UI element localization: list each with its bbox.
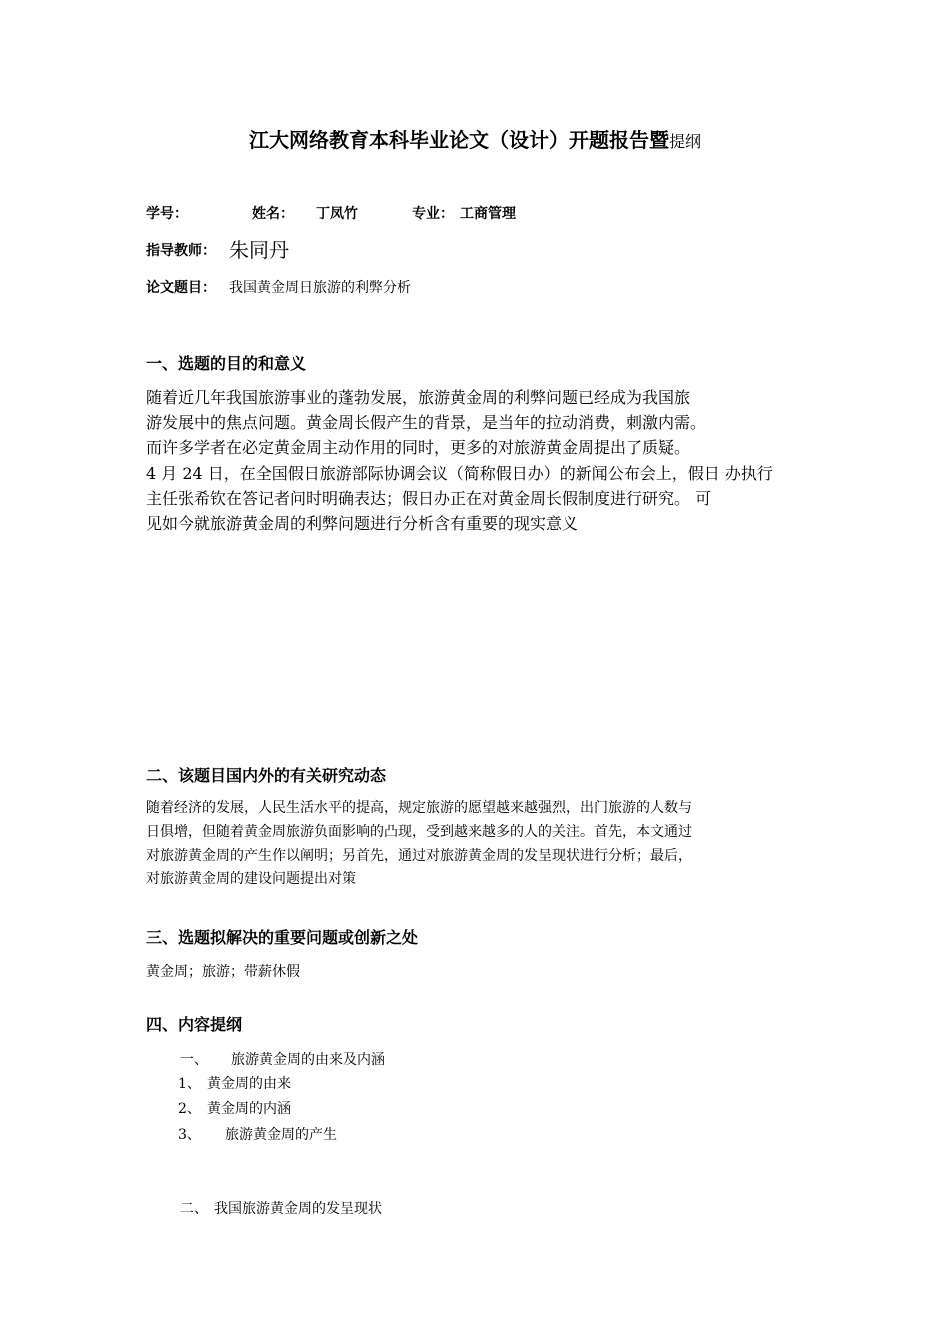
- keywords-text: 黄金周；旅游；带薪休假: [146, 964, 300, 980]
- paragraph-line: 随着近几年我国旅游事业的蓬勃发展，旅游黄金周的利弊问题已经成为我国旅: [146, 388, 691, 407]
- paragraph-line: 对旅游黄金周的产生作以阐明；另首先，通过对旅游黄金周的发呈现状进行分析；最后，: [146, 847, 692, 864]
- section-2-heading: 二、该题目国内外的有关研究动态: [146, 766, 387, 785]
- major-label: 专业：: [412, 206, 454, 222]
- section-3-heading: 三、选题拟解决的重要问题或创新之处: [146, 928, 419, 947]
- outline-item: 旅游黄金周的由来及内涵: [231, 1052, 385, 1068]
- paragraph-line: 日俱增，但随着黄金周旅游负面影响的凸现，受到越来越多的人的关注。首先，本文通过: [146, 823, 692, 840]
- paragraph-line: 对旅游黄金周的建设问题提出对策: [146, 871, 356, 888]
- section-2-paragraph: [146, 797, 814, 892]
- paragraph-line: 游发展中的焦点问题。黄金周长假产生的背景，是当年的拉动消费，刺激内需。: [146, 413, 707, 433]
- paragraph-line: 而许多学者在必定黄金周主动作用的同时，更多的对旅游黄金周提出了质疑。: [146, 438, 691, 458]
- document-title: [0, 124, 950, 153]
- paragraph-line: 4 月 24 日，在全国假日旅游部际协调会议（简称假日办）的新闻公布会上，假日 办执行: [146, 463, 773, 483]
- outline-item: 我国旅游黄金周的发呈现状: [214, 1201, 382, 1217]
- outline-num: 2、: [178, 1101, 201, 1117]
- title-tail: 提纲: [668, 132, 701, 151]
- advisor-label: 指导教师：: [146, 243, 216, 259]
- outline-num: 二、: [180, 1201, 208, 1217]
- title-main: 江大网络教育本科毕业论文（设计）开题报告暨: [248, 128, 669, 152]
- topic-value: 我国黄金周日旅游的利弊分析: [229, 280, 411, 296]
- section-4-heading: 四、内容提纲: [146, 1015, 243, 1034]
- paragraph-line: 随着经济的发展，人民生活水平的提高，规定旅游的愿望越来越强烈，出门旅游的人数与: [146, 800, 692, 816]
- outline-num: 3、: [178, 1127, 201, 1143]
- outline-num: 1、: [178, 1076, 201, 1092]
- advisor-value: 朱同丹: [229, 238, 289, 262]
- paragraph-line: 主任张希钦在答记者问时明确表达；假日办正在对黄金周长假制度进行研究。 可: [146, 488, 712, 508]
- outline-item: 黄金周的由来: [207, 1076, 291, 1092]
- paragraph-line: 见如今就旅游黄金周的利弊问题进行分析含有重要的现实意义: [146, 514, 579, 534]
- student-id-label: 学号：: [146, 206, 188, 222]
- section-1-heading: 一、选题的目的和意义: [146, 354, 307, 373]
- topic-label: 论文题目：: [146, 280, 216, 296]
- section-1-paragraph: [146, 385, 814, 536]
- name-label: 姓名：: [252, 206, 294, 222]
- outline-item: 旅游黄金周的产生: [225, 1127, 337, 1143]
- outline-item: 黄金周的内涵: [207, 1101, 291, 1117]
- name-value: 丁凤竹: [316, 206, 358, 222]
- major-value: 工商管理: [460, 206, 516, 222]
- outline-num: 一、: [180, 1052, 208, 1068]
